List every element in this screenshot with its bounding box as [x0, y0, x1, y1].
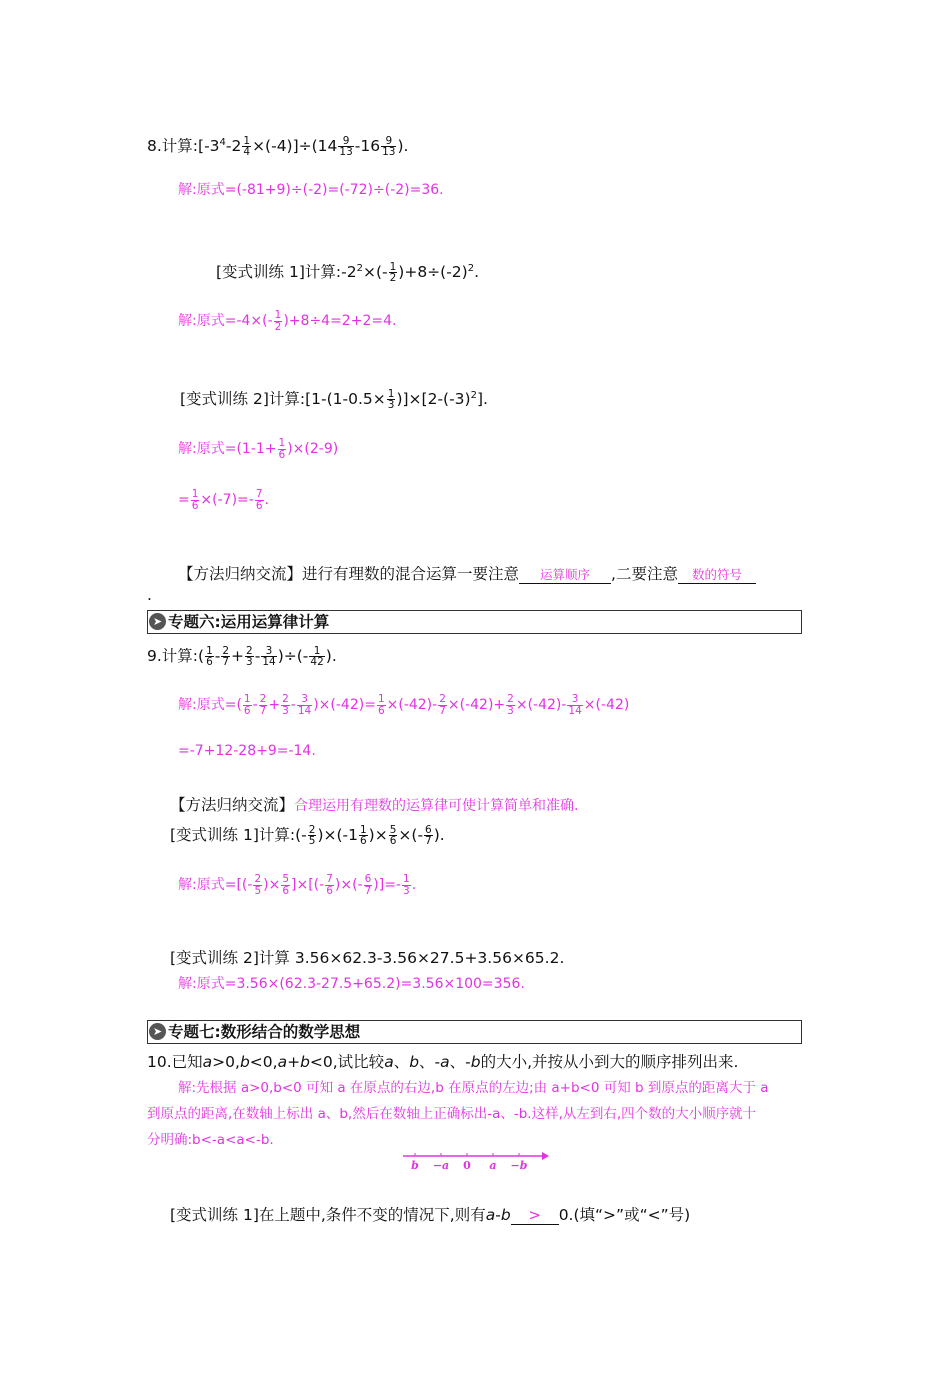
answer-9-line1: 解:原式=( $\frac{1}{6}$ - $\frac{2}{7}$ + $\frac{2}{3}$ - $\frac{3}{14}$ )×(-42)= $\frac{1}{6}$ ×(-42)- $\frac{2}{7}$ ×(-42)+ $\frac{2}{3}$ ×(-42)- $\frac{3}{14}$ ×(-42) — [178, 693, 630, 717]
variant-1c-question: [变式训练 1]在上题中,条件不变的情况下,则有a-b > 0.(填“>”或“<”号) — [170, 1206, 691, 1224]
fraction: $\frac{7}{6}$ — [255, 488, 263, 512]
fraction: $\frac{3}{14}$ — [262, 644, 276, 668]
fraction: $\frac{6}{7}$ — [364, 873, 372, 897]
fraction: $\frac{1}{2}$ — [389, 260, 397, 284]
number-line-label: b — [411, 1159, 419, 1172]
answer-blank: > — [511, 1206, 559, 1225]
method-summary-1: 【方法归纳交流】进行有理数的混合运算一要注意 运算顺序 ,二要注意 数的符号 — [178, 562, 756, 584]
fraction: $\frac{1}{6}$ — [206, 644, 213, 668]
variant-2a-answer-line1: 解:原式=(1-1+ $\frac{1}{6}$ )×(2-9) — [178, 437, 339, 461]
number-line-label: −b — [510, 1159, 528, 1172]
fraction: $\frac{6}{7}$ — [425, 823, 432, 847]
fraction: $\frac{1}{2}$ — [274, 309, 282, 333]
number-line — [400, 1150, 550, 1176]
answer-8: 解:原式=(-81+9)÷(-2)=(-72)÷(-2)=36. — [178, 182, 444, 198]
number-line-label: −a — [432, 1159, 450, 1172]
answer-9-line2: =-7+12-28+9=-14. — [178, 743, 316, 759]
variant-2a-question: [变式训练 2]计算:[1-(1-0.5× $\frac{1}{3}$ )]$\times[2-(-3)^2]$. — [180, 387, 488, 411]
fraction: $\frac{1}{6}$ — [243, 693, 251, 717]
variant-1a-answer: 解:原式=-4×(- $\frac{1}{2}$ )+8÷4=2+2=4. — [178, 309, 397, 333]
answer-blank-2: 数的符号 — [678, 565, 756, 584]
method-summary-2: 【方法归纳交流】合理运用有理数的运算律可使计算简单和准确. — [170, 796, 579, 814]
fraction: $\frac{1}{42}$ — [310, 644, 324, 668]
topic-6-header: ➤ 专题六:运用运算律计算 — [147, 610, 802, 634]
fraction: $\frac{9}{13}$ — [382, 134, 396, 158]
number-line-label: a — [489, 1159, 497, 1172]
answer-blank-1: 运算顺序 — [519, 565, 611, 584]
topic-7-header: ➤ 专题七:数形结合的数学思想 — [147, 1020, 802, 1044]
fraction: $\frac{2}{5}$ — [308, 823, 316, 847]
answer-10-line3: 分明确:b<-a<a<-b. — [147, 1132, 274, 1148]
answer-10-line2: 到原点的距离,在数轴上标出 a、b,然后在数轴上正确标出-a、-b.这样,从左到右,四个数的大小顺序就十 — [147, 1106, 757, 1122]
fraction: $\frac{1}{3}$ — [387, 387, 395, 411]
arrow-circle-icon: ➤ — [149, 613, 166, 630]
trailing-period: . — [147, 586, 152, 604]
fraction: $\frac{7}{6}$ — [326, 873, 333, 897]
variant-2a-answer-line2: = $\frac{1}{6}$ ×(-7)=- $\frac{7}{6}$ . — [178, 488, 269, 512]
fraction: $\frac{1}{3}$ — [403, 873, 410, 897]
fraction: $\frac{1}{6}$ — [359, 823, 367, 847]
fraction: $\frac{2}{3}$ — [282, 693, 289, 717]
question-9: 9.计算:( $\frac{1}{6}$ - $\frac{2}{7}$ + $\frac{2}{3}$ - $\frac{3}{14}$ )÷(- $\frac{1}{42}$ ). — [147, 644, 337, 668]
arrow-circle-icon: ➤ — [149, 1023, 166, 1040]
fraction: $\frac{5}{6}$ — [282, 873, 290, 897]
fraction: $\frac{2}{5}$ — [254, 873, 262, 897]
fraction: $\frac{1}{6}$ — [377, 693, 385, 717]
fraction: $\frac{1}{6}$ — [278, 437, 286, 461]
question-10: 10.已知a>0,b<0,a+b<0,试比较a、b、-a、-b的大小,并按从小到大的顺序排列出来. — [147, 1053, 739, 1071]
variant-2b-question: [变式训练 2]计算 3.56×62.3-3.56×27.5+3.56×65.2. — [170, 949, 565, 967]
fraction: $\frac{3}{14}$ — [297, 693, 312, 717]
fraction: $\frac{1}{4}$ — [243, 134, 251, 158]
fraction: $\frac{2}{7}$ — [222, 644, 230, 668]
fraction: $\frac{2}{7}$ — [439, 693, 446, 717]
question-8: 8.计算$:[-3^4-2$ $\frac{1}{4}$ ×(-4)]÷(14 $\frac{9}{13}$ -16 $\frac{9}{13}$ ). — [147, 134, 409, 158]
fraction: $\frac{2}{7}$ — [259, 693, 267, 717]
number-line-label: 0 — [463, 1159, 471, 1172]
fraction: $\frac{2}{3}$ — [246, 644, 253, 668]
answer-10-line1: 解:先根据 a>0,b<0 可知 a 在原点的右边,b 在原点的左边;由 a+b<0 可知 b 到原点的距离大于 a — [178, 1080, 769, 1096]
fraction: $\frac{3}{14}$ — [568, 693, 582, 717]
fraction: $\frac{2}{3}$ — [507, 693, 514, 717]
variant-1a-question: [变式训练 1]计算$:-2^2\times(-$ $\frac{1}{2}$ )$+8\div(-2)^2$. — [216, 260, 480, 284]
fraction: $\frac{9}{13}$ — [339, 134, 353, 158]
variant-1b-answer: 解:原式=[(- $\frac{2}{5}$ )× $\frac{5}{6}$ ]×[(- $\frac{7}{6}$ )×(- $\frac{6}{7}$ )]=- $\frac{1}{3}$ . — [178, 873, 417, 897]
fraction: $\frac{5}{6}$ — [389, 823, 397, 847]
arrow-right-icon — [542, 1152, 549, 1160]
variant-1b-question: [变式训练 1]计算:(- $\frac{2}{5}$ )×(-1 $\frac{1}{6}$ )× $\frac{5}{6}$ ×(- $\frac{6}{7}$ ). — [170, 823, 445, 847]
fraction: $\frac{1}{6}$ — [191, 488, 199, 512]
variant-2b-answer: 解:原式=3.56×(62.3-27.5+65.2)=3.56×100=356. — [178, 976, 525, 992]
